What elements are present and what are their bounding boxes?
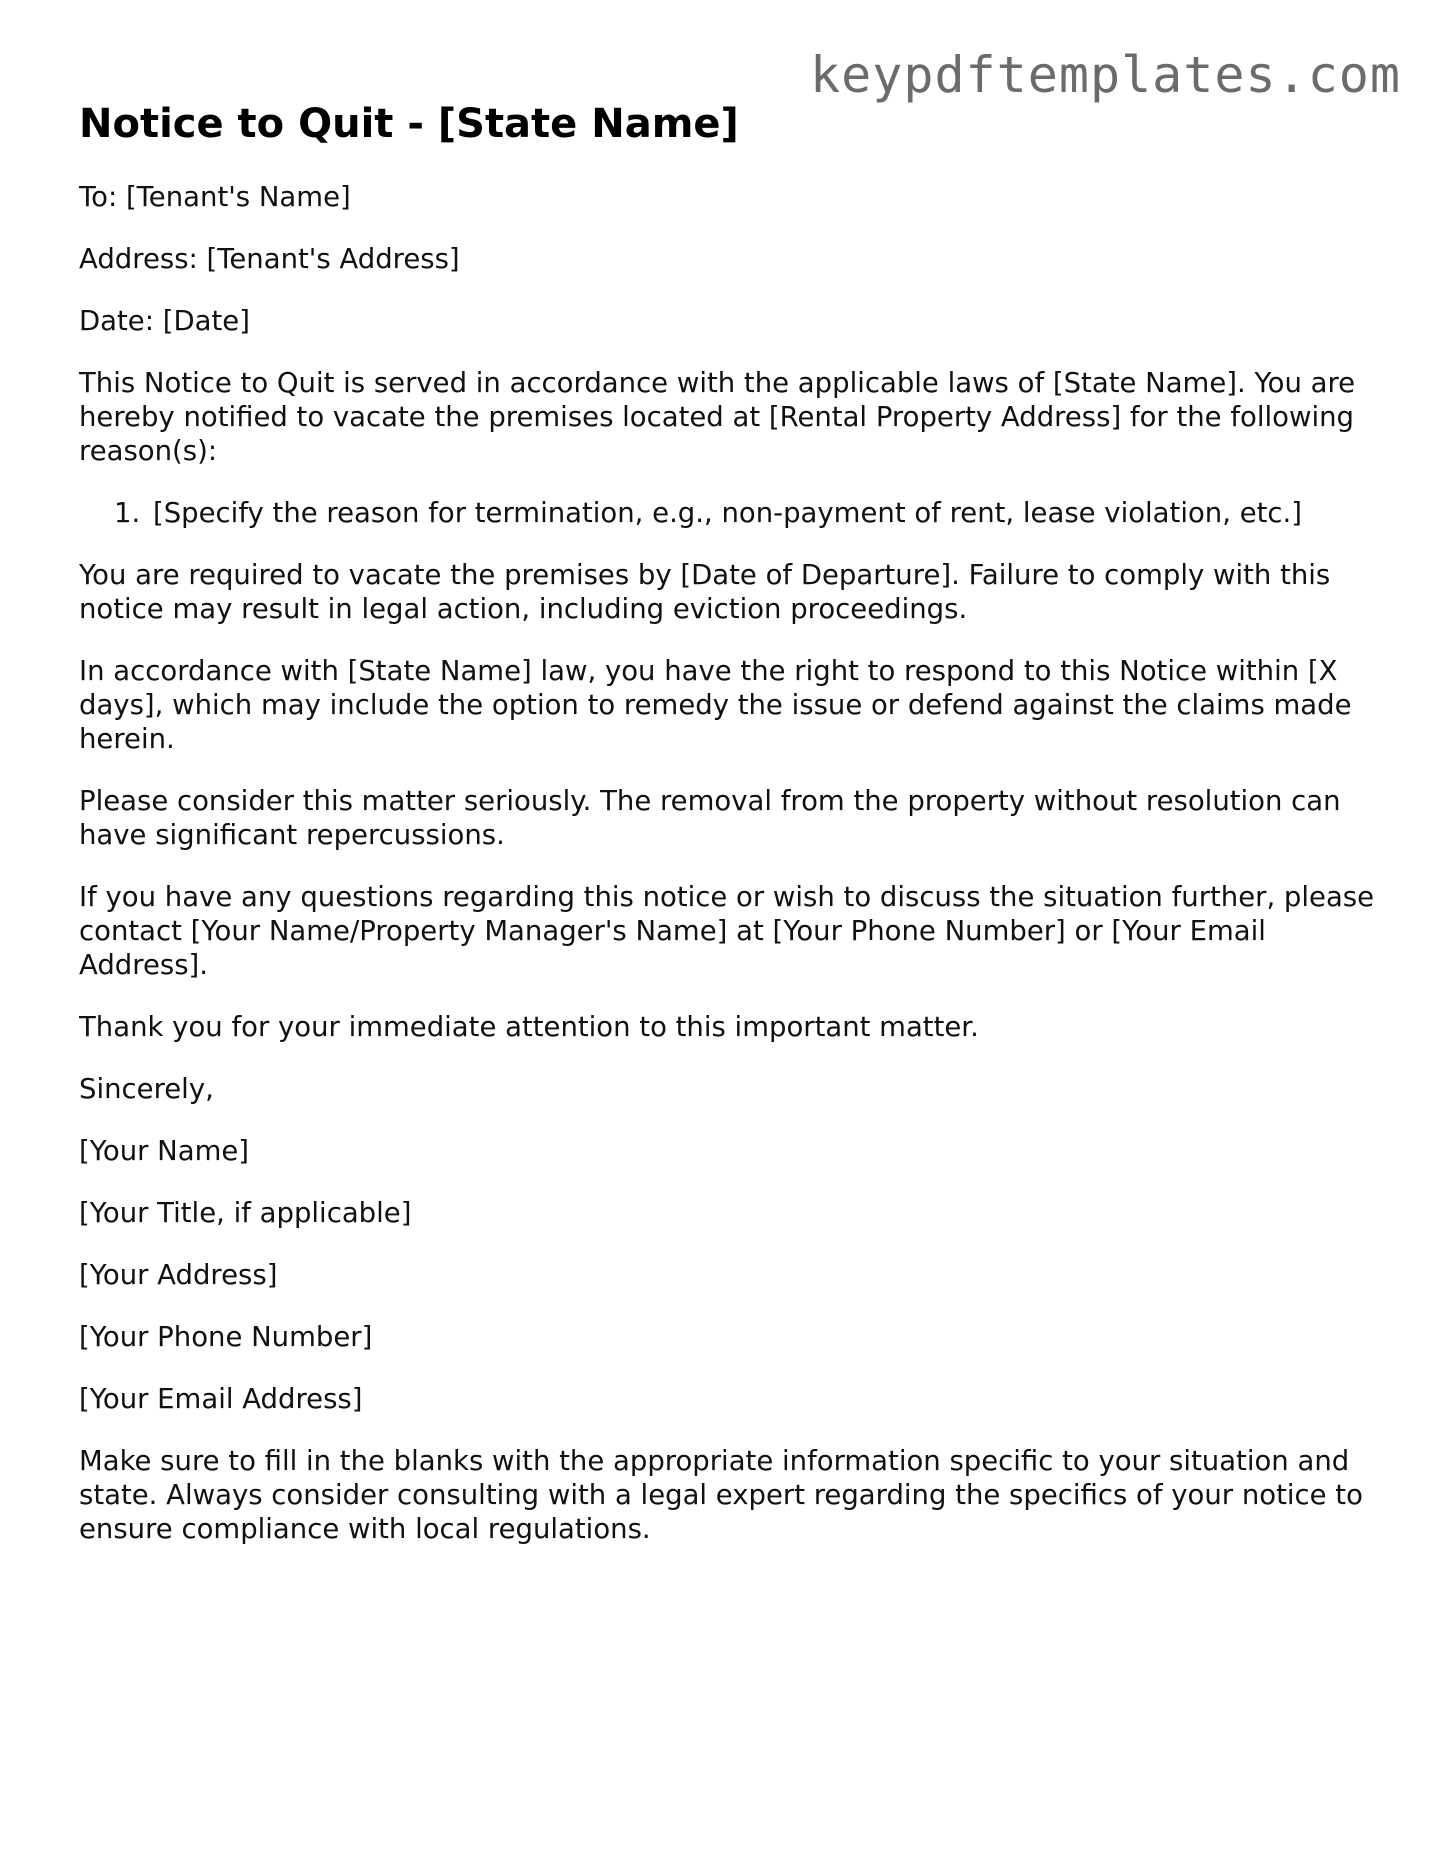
address-line: Address: [Tenant's Address]	[79, 243, 460, 275]
footer-note: Make sure to fill in the blanks with the appropriate information specific to your situation and state. Always consider consulting with a legal expert regarding the specifics of your notice to ensure compliance with local regulations.	[79, 1445, 1363, 1545]
contact-paragraph: If you have any questions regarding this notice or wish to discuss the situation further, please contact [Your Name/Property Manager's Name] at [Your Phone Number] or [Your Email Address].	[79, 881, 1375, 981]
reasons-list	[79, 496, 1379, 530]
signature-email: [Your Email Address]	[79, 1383, 363, 1415]
consider-paragraph: Please consider this matter seriously. The removal from the property without resolution can have significant repercussions.	[79, 785, 1341, 851]
respond-paragraph: In accordance with [State Name] law, you have the right to respond to this Notice within [X days], which may include the option to remedy the issue or defend against the claims made herein.	[79, 655, 1352, 755]
reason-item: 1. [Specify the reason for termination, e.g., non-payment of rent, lease violation, etc.]	[149, 496, 1379, 530]
signature-address: [Your Address]	[79, 1259, 278, 1291]
vacate-paragraph: You are required to vacate the premises by [Date of Departure]. Failure to comply with this notice may result in legal action, including eviction proceedings.	[79, 559, 1331, 625]
closing-line: Sincerely,	[79, 1073, 214, 1105]
thanks-paragraph: Thank you for your immediate attention to this important matter.	[79, 1011, 979, 1043]
signature-phone: [Your Phone Number]	[79, 1321, 373, 1353]
document-page	[79, 100, 1379, 1574]
date-line: Date: [Date]	[79, 305, 250, 337]
intro-paragraph: This Notice to Quit is served in accordance with the applicable laws of [State Name]. You are hereby notified to vacate the premises located at [Rental Property Address] for the following reason(s):	[79, 367, 1356, 467]
recipient-line: To: [Tenant's Name]	[79, 181, 351, 213]
watermark: keypdftemplates.com	[810, 46, 1401, 104]
signature-name: [Your Name]	[79, 1135, 250, 1167]
signature-title: [Your Title, if applicable]	[79, 1197, 412, 1229]
document-title: Notice to Quit - [State Name]	[79, 101, 739, 147]
